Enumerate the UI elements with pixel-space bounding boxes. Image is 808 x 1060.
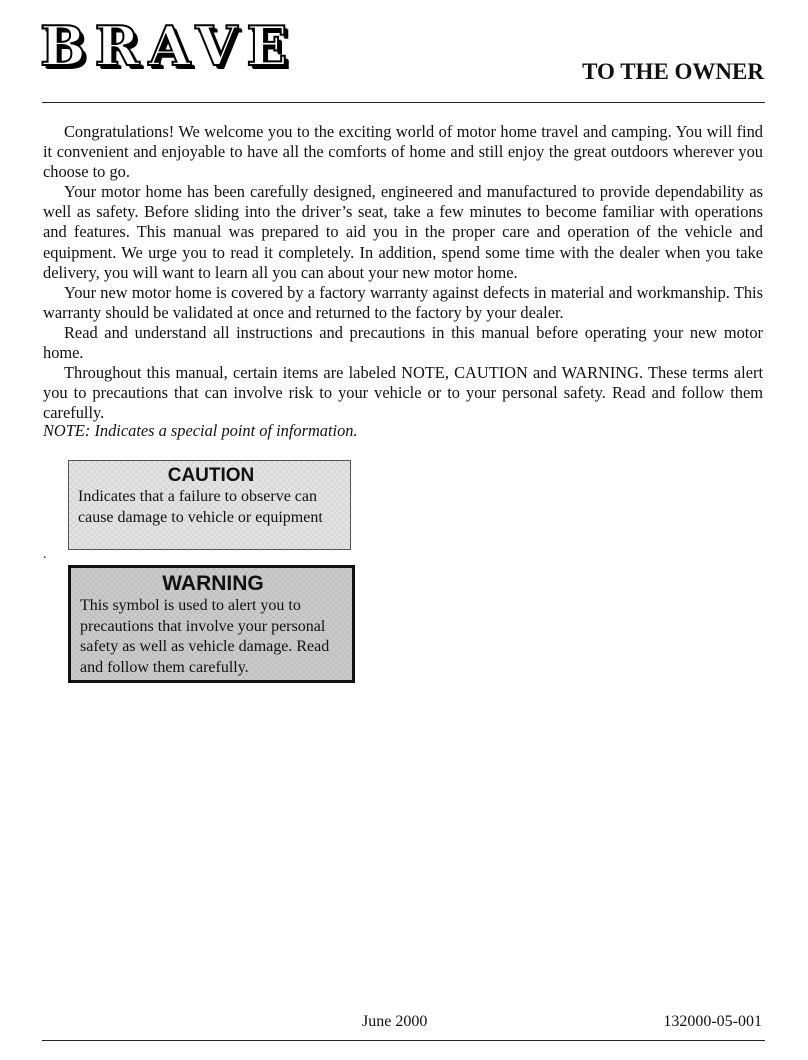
paragraph-read-instructions: Read and understand all instructions and precautions in this manual before operating your new motor home. xyxy=(43,322,763,363)
page-title: TO THE OWNER xyxy=(582,59,764,84)
stray-mark: . xyxy=(43,547,47,562)
footer-divider xyxy=(42,1040,765,1041)
header-divider xyxy=(42,102,765,103)
note-text: NOTE: Indicates a special point of information. xyxy=(43,421,358,440)
intro-text xyxy=(43,122,763,423)
brave-logo: BRAVE xyxy=(40,14,297,78)
paragraph-warranty: Your new motor home is covered by a factory warranty against defects in material and workmanship. This warranty should be validated at once and returned to the factory by your dealer. xyxy=(43,282,763,322)
caution-box xyxy=(68,460,351,550)
paragraph-design: Your motor home has been carefully designed, engineered and manufactured to provide dependability as well as safety. Before sliding into the driver’s seat, take a few minutes to become familiar with operations and features. This manual was prepared to aid you in the proper care and operation of the vehicle and equipment. We urge you to read it completely. In addition, spend some time with the dealer when you take delivery, you will want to learn all you can about your new motor home. xyxy=(43,182,763,282)
paragraph-labels: Throughout this manual, certain items are labeled NOTE, CAUTION and WARNING. These terms alert you to precautions that can involve risk to your vehicle or to your personal safety. Read and follow them carefully. xyxy=(43,363,763,423)
warning-text: This symbol is used to alert you to precautions that involve your personal safety as well as vehicle damage. Read and follow them carefully. xyxy=(80,597,330,676)
footer-doc-number: 132000-05-001 xyxy=(663,1013,762,1030)
warning-box xyxy=(68,565,355,683)
caution-title: CAUTION xyxy=(167,465,255,486)
caution-text: Indicates that a failure to observe can cause damage to vehicle or equipment xyxy=(78,488,323,526)
footer-date: June 2000 xyxy=(362,1013,428,1030)
warning-title: WARNING xyxy=(162,572,264,595)
paragraph-welcome: Congratulations! We welcome you to the exciting world of motor home travel and camping. You will find it convenient and enjoyable to have all the comforts of home and still enjoy the great outdoors wherever you choose to go. xyxy=(43,122,763,182)
